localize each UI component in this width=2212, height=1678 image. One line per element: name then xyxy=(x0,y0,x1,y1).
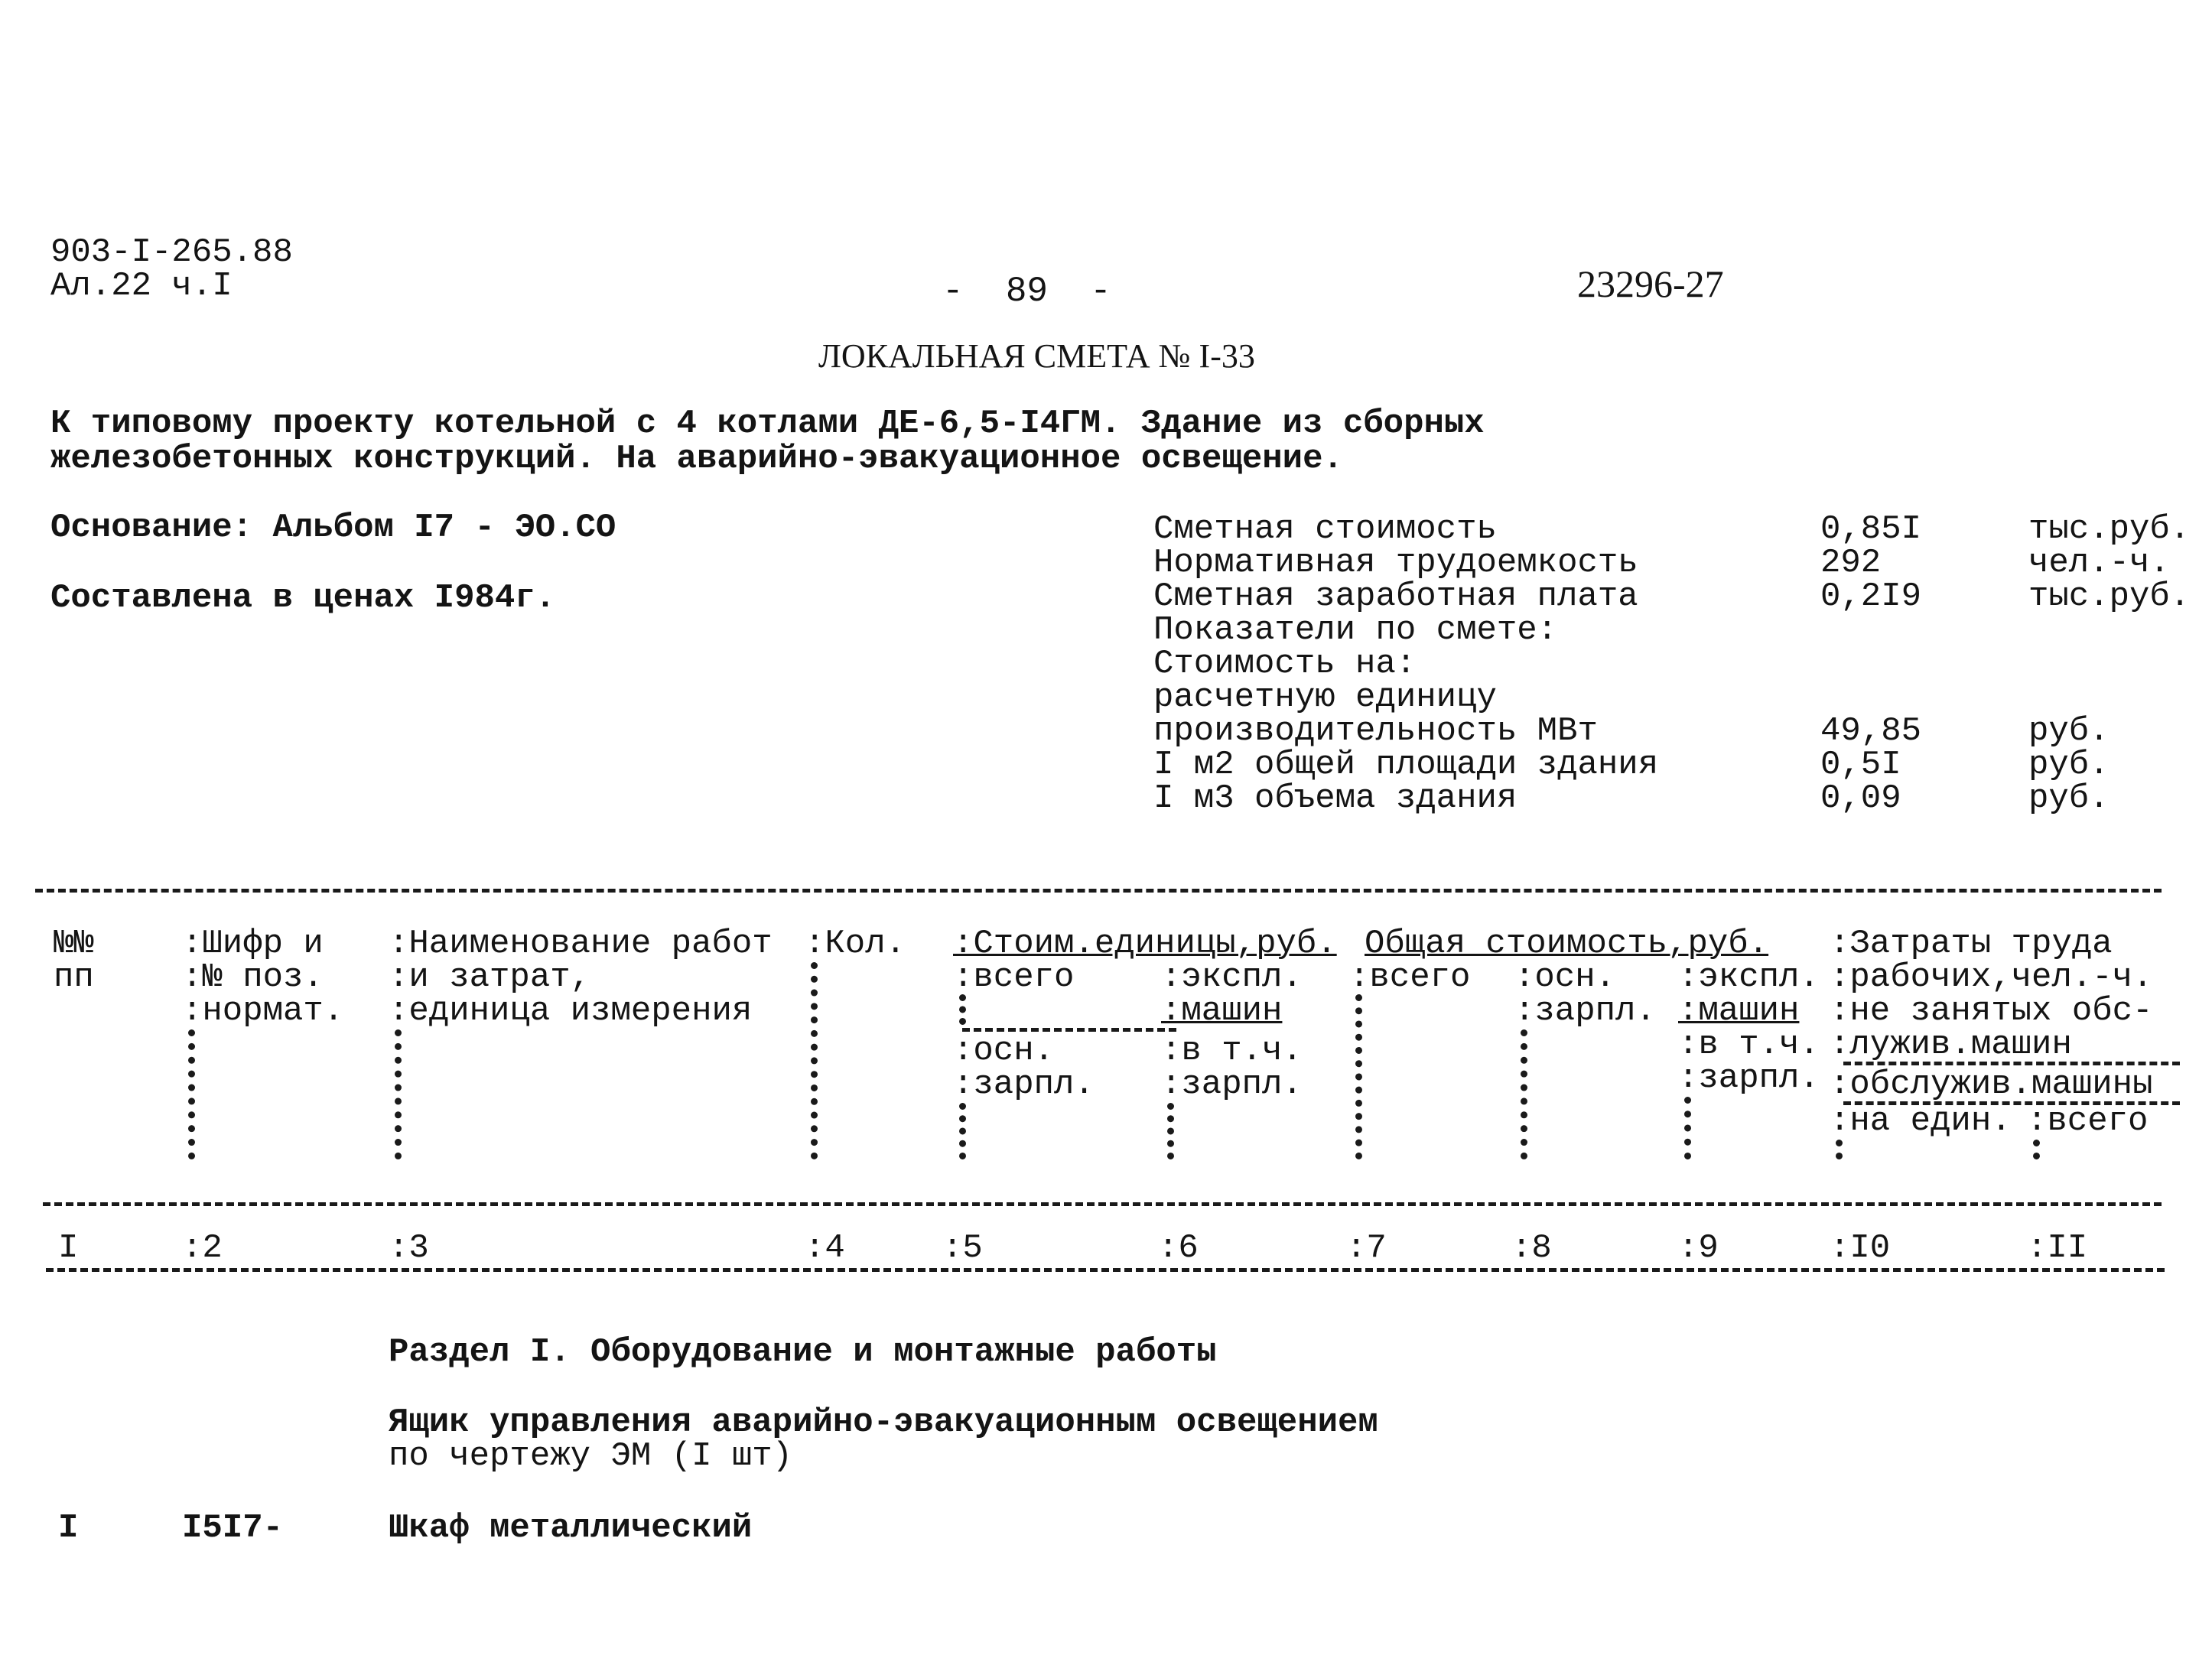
header-group-total-cost: Общая стоимость,руб. xyxy=(1365,925,1769,963)
column-number: :8 xyxy=(1511,1229,1552,1267)
description-line-1: К типовому проекту котельной с 4 котлами ДЕ-6,5-I4ГМ. Здание из сборных xyxy=(50,405,1485,443)
column-number: :7 xyxy=(1346,1229,1387,1267)
summary-label: Сметная заработная плата xyxy=(1153,577,1638,616)
section-title: Раздел I. Оборудование и монтажные работы xyxy=(389,1333,1217,1371)
document-number: 23296-27 xyxy=(1577,262,1724,305)
header-col5-line1: :всего xyxy=(953,958,1075,997)
column-numbers-rule xyxy=(46,1268,2165,1272)
header-col10-line2: :рабочих,чел.-ч. xyxy=(1830,958,2153,997)
header-col8-line1: :осн. xyxy=(1514,958,1616,997)
header-col10-line1: :Затраты труда xyxy=(1830,925,2113,963)
group-title-line-1: Ящик управления аварийно-эвакуационным освещением xyxy=(389,1403,1378,1442)
summary-label: Стоимость на: xyxy=(1153,645,1417,683)
header-col10-line4: :лужив.машин xyxy=(1830,1026,2072,1064)
summary-value: 49,85 xyxy=(1820,712,1922,750)
column-separator xyxy=(2033,1140,2040,1159)
basis: Основание: Альбом I7 - ЭО.СО xyxy=(50,509,616,547)
row-number: I xyxy=(58,1509,79,1547)
summary-value: 0,85I xyxy=(1820,510,1922,548)
summary-label: производительность МВт xyxy=(1153,712,1598,750)
header-col9-line2: :машин xyxy=(1678,992,1800,1030)
column-number: :4 xyxy=(805,1229,845,1267)
group-title-line-2: по чертежу ЭМ (I шт) xyxy=(389,1437,793,1475)
column-separator xyxy=(959,994,966,1025)
column-number: :2 xyxy=(182,1229,223,1267)
column-separator xyxy=(1355,994,1362,1159)
summary-unit: руб. xyxy=(2028,779,2110,818)
summary-label: Нормативная трудоемкость xyxy=(1153,544,1638,582)
column-number: :9 xyxy=(1678,1229,1719,1267)
column-separator xyxy=(1836,1140,1843,1159)
document-code: 903-I-265.88 xyxy=(50,233,293,272)
header-col8-line2: :зарпл. xyxy=(1514,992,1656,1030)
header-col2-line2: :№ поз. xyxy=(182,958,324,997)
header-col2-line3: :нормат. xyxy=(182,992,344,1030)
header-col6-line1: :экспл. xyxy=(1161,958,1303,997)
header-col10-line5: :обслужив.машины xyxy=(1830,1065,2153,1104)
table-top-rule xyxy=(35,889,2162,893)
header-col6-line4: :зарпл. xyxy=(1161,1065,1303,1104)
column-number: :6 xyxy=(1158,1229,1199,1267)
summary-value: 292 xyxy=(1820,544,1882,582)
price-level: Составлена в ценах I984г. xyxy=(50,579,556,617)
summary-label: Показатели по смете: xyxy=(1153,611,1558,649)
header-col3-line3: :единица измерения xyxy=(389,992,753,1030)
row-name: Шкаф металлический xyxy=(389,1509,753,1547)
summary-value: 0,5I xyxy=(1820,746,1901,784)
column-separator xyxy=(811,962,818,1159)
album-part: Ал.22 ч.I xyxy=(50,267,233,305)
header-col9-line1: :экспл. xyxy=(1678,958,1820,997)
column-number: :II xyxy=(2027,1229,2088,1267)
summary-unit: тыс.руб. xyxy=(2028,510,2191,548)
column-separator xyxy=(395,1029,402,1159)
header-col6-line3: :в т.ч. xyxy=(1161,1032,1303,1070)
header-col9-line3: :в т.ч. xyxy=(1678,1026,1820,1064)
summary-unit: чел.-ч. xyxy=(2028,544,2170,582)
column-separator xyxy=(1167,1103,1174,1159)
summary-label: Сметная стоимость xyxy=(1153,510,1497,548)
summary-value: 0,2I9 xyxy=(1820,577,1922,616)
header-col11-total: :всего xyxy=(2027,1102,2149,1140)
header-col4: :Кол. xyxy=(805,925,906,963)
page-number: - 89 - xyxy=(942,272,1111,311)
header-col3-line1: :Наименование работ xyxy=(389,925,773,963)
column-separator xyxy=(188,1029,195,1159)
column-separator xyxy=(1521,1029,1527,1159)
header-col9-line4: :зарпл. xyxy=(1678,1059,1820,1098)
page-title: ЛОКАЛЬНАЯ СМЕТА № I-33 xyxy=(818,337,1255,375)
summary-unit: руб. xyxy=(2028,712,2110,750)
header-col6-line2: :машин xyxy=(1161,992,1283,1030)
column-separator xyxy=(959,1103,966,1159)
summary-label: расчетную единицу xyxy=(1153,678,1497,717)
summary-label: I м3 объема здания xyxy=(1153,779,1517,818)
column-number: :5 xyxy=(942,1229,983,1267)
summary-unit: тыс.руб. xyxy=(2028,577,2191,616)
description-line-2: железобетонных конструкций. На аварийно-эвакуационное освещение. xyxy=(50,440,1343,478)
column-number: :I0 xyxy=(1830,1229,1891,1267)
table-header-bottom-rule xyxy=(43,1202,2162,1206)
header-col1-line1: №№ xyxy=(54,925,94,963)
summary-value: 0,09 xyxy=(1820,779,1901,818)
header-col7: :всего xyxy=(1349,958,1471,997)
header-col1-line2: пп xyxy=(54,958,94,997)
header-col10-per-unit: :на един. xyxy=(1830,1102,2012,1140)
column-number: :3 xyxy=(389,1229,429,1267)
column-separator xyxy=(1684,1097,1691,1159)
header-col2-line1: :Шифр и xyxy=(182,925,324,963)
summary-unit: руб. xyxy=(2028,746,2110,784)
column-number: I xyxy=(58,1229,79,1267)
header-col10-line3: :не занятых обс- xyxy=(1830,992,2153,1030)
summary-label: I м2 общей площади здания xyxy=(1153,746,1659,784)
header-col5-line2: :осн. xyxy=(953,1032,1055,1070)
header-group-unit-cost: :Стоим.единицы,руб. xyxy=(953,925,1337,963)
header-col5-line3: :зарпл. xyxy=(953,1065,1095,1104)
row-code: I5I7- xyxy=(182,1509,284,1547)
header-col3-line2: :и затрат, xyxy=(389,958,591,997)
